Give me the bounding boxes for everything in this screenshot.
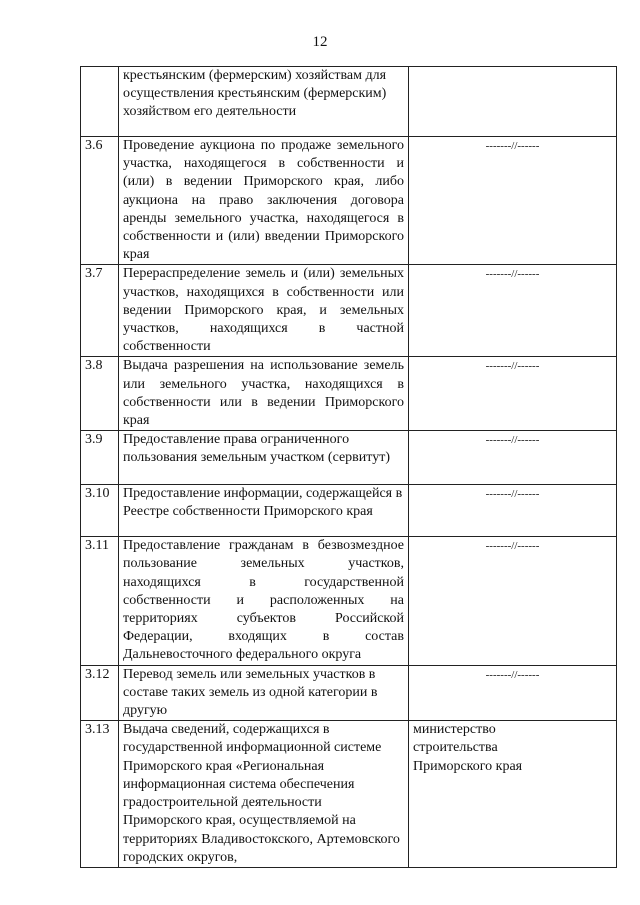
row-description: Перевод земель или земельных участков в составе таких земель из одной категории в другую — [123, 666, 378, 719]
table-row — [81, 265, 617, 357]
row-department: -------//------ — [485, 668, 540, 681]
row-description: Предоставление гражданам в безвозмездное пользование земельных участков, находящихся в государственной собственности и расположенных на территориях субъектов Российской Федерации, входящих в состав Дальневосточного федерального округа — [123, 538, 404, 663]
row-number: 3.8 — [81, 357, 119, 431]
table-row — [81, 665, 617, 721]
row-department: -------//------ — [485, 434, 540, 447]
row-description: Выдача разрешения на использование земель или земельного участка, находящихся в собственности или в ведении Приморского края — [123, 358, 404, 429]
table-row — [81, 537, 617, 665]
row-number: 3.6 — [81, 137, 119, 265]
row-description: Предоставление права ограниченного пользования земельным участком (сервитут) — [123, 432, 390, 466]
table-row — [81, 431, 617, 485]
row-department: -------//------ — [485, 360, 540, 373]
table-row — [81, 357, 617, 431]
row-number: 3.13 — [81, 721, 119, 868]
page-number: 12 — [312, 34, 328, 50]
row-number: 3.9 — [81, 431, 119, 485]
row-department: -------//------ — [485, 540, 540, 553]
row-department: -------//------ — [485, 488, 540, 501]
table-row — [81, 137, 617, 265]
row-description: Проведение аукциона по продаже земельного участка, находящегося в собственности и (или) в ведении Приморского края, либо аукциона на право заключения договора аренды земельного участка, находящегося в собственности и (или) введении Приморского края — [123, 138, 404, 263]
table-row — [81, 485, 617, 537]
table-row — [81, 67, 617, 137]
row-department: министерство строительства Приморского края — [413, 722, 523, 774]
row-number: 3.12 — [81, 665, 119, 721]
row-number — [81, 67, 119, 137]
row-number: 3.10 — [81, 485, 119, 537]
row-description: Предоставление информации, содержащейся в Реестре собственности Приморского края — [123, 486, 403, 520]
row-number: 3.11 — [81, 537, 119, 665]
row-department: -------//------ — [485, 140, 540, 152]
services-table — [80, 66, 617, 868]
table-row — [81, 721, 617, 868]
row-number: 3.7 — [81, 265, 119, 357]
row-description: Выдача сведений, содержащихся в государственной информационной системе Приморского края «Региональная информационная система обеспечения градостроительной деятельности Приморского края, осуществляемой на территориях Владивостокского, Артемовского городских округов, — [123, 722, 400, 865]
row-department: -------//------ — [485, 268, 540, 281]
row-description: крестьянским (фермерским) хозяйствам для осуществления крестьянским (фермерским) хозяйством его деятельности — [123, 68, 387, 120]
row-description: Перераспределение земель и (или) земельных участков, находящихся в собственности или ведении Приморского края, и земельных участков, находящихся в частной собственности — [123, 266, 404, 355]
